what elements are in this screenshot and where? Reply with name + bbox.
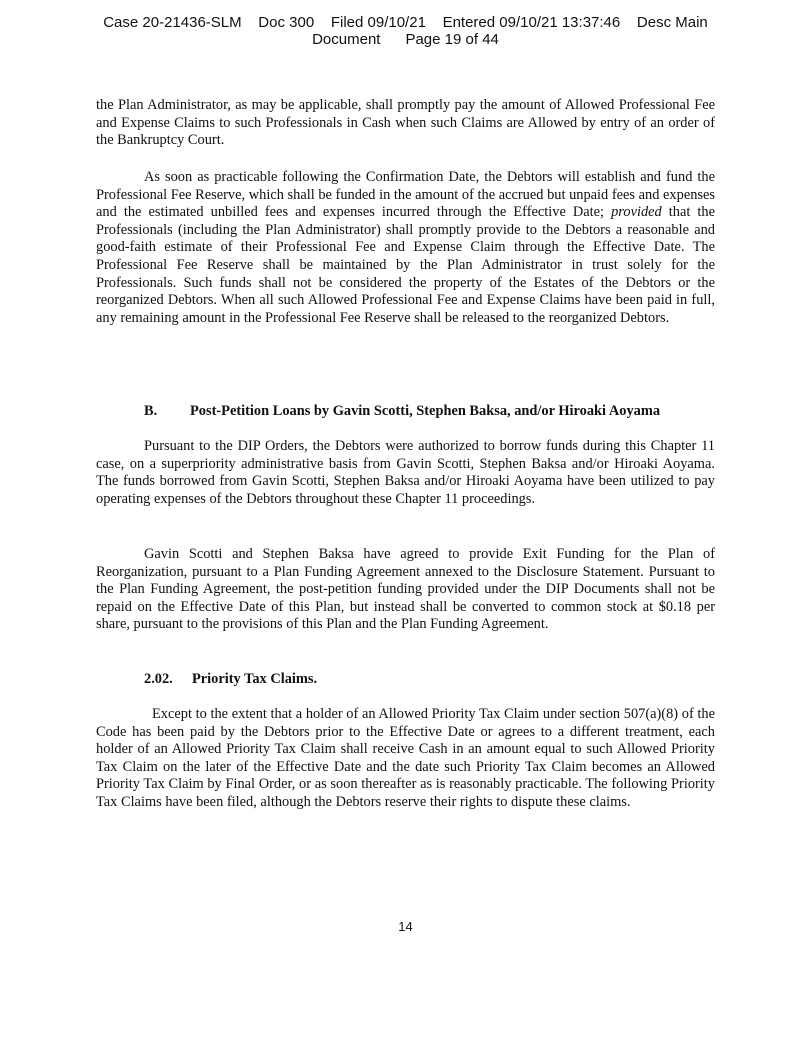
text-run: As soon as practicable following the Confirmation Date, the Debtors will establish and fund the Professional Fee Reserve, which shall be funded in the amount of the accrued but unpaid fees and expenses and the estimated unbilled fees and expenses incurred through the Effective Date;	[96, 169, 715, 221]
paragraph-text	[96, 169, 715, 327]
paragraph-fee-reserve	[96, 169, 715, 327]
paragraph-priority-tax-claims	[96, 706, 715, 812]
heading-line	[96, 403, 715, 421]
section-b-heading	[96, 403, 715, 421]
paragraph-fee-payment	[96, 97, 715, 150]
filing-header-line-1: Case 20-21436-SLM Doc 300 Filed 09/10/21 Entered 09/10/21 13:37:46 Desc Main	[103, 14, 708, 31]
paragraph-dip-orders	[96, 438, 715, 508]
filing-header-line-2: Document Page 19 of 44	[312, 31, 499, 48]
court-filing-header	[0, 14, 811, 48]
section-number: 2.02.	[144, 671, 173, 687]
section-title: Post-Petition Loans by Gavin Scotti, Stephen Baksa, and/or Hiroaki Aoyama	[190, 403, 661, 419]
paragraph-exit-funding	[96, 546, 715, 634]
section-number: B.	[144, 403, 158, 419]
section-title: Priority Tax Claims.	[192, 671, 318, 687]
italic-term: provided	[611, 204, 662, 221]
paragraph-text: Gavin Scotti and Stephen Baksa have agreed to provide Exit Funding for the Plan of Reorganization, pursuant to a Plan Funding Agreement annexed to the Disclosure Statement. Pursuant to the Plan Funding Agreement, the post-petition funding provided under the DIP Documents shall not be repaid on the Effective Date of this Plan, but instead shall be converted to common stock at $0.18 per share, pursuant to the provisions of this Plan and the Plan Funding Agreement.	[96, 546, 715, 633]
paragraph-text: Except to the extent that a holder of an Allowed Priority Tax Claim under section 507(a)(8) of the Code has been paid by the Debtors prior to the Effective Date or agrees to a different treatment, each holder of an Allowed Priority Tax Claim shall receive Cash in an amount equal to such Allowed Priority Tax Claim on the later of the Effective Date and the date such Priority Tax Claim becomes an Allowed Priority Tax Claim by Final Order, or as soon thereafter as is reasonably practicable. The following Priority Tax Claims have been filed, although the Debtors reserve their rights to dispute these claims.	[96, 706, 715, 810]
text-run: that the Professionals (including the Plan Administrator) shall promptly provide to the Debtors a reasonable and good-faith estimate of their Professional Fee and Expense Claim through the Effective Date. The Professional Fee Reserve shall be maintained by the Plan Administrator in trust solely for the Professionals. Such funds shall not be considered the property of the Estates of the Debtors or the reorganized Debtors. When all such Allowed Professional Fee and Expense Claims have been paid in full, any remaining amount in the Professional Fee Reserve shall be released to the reorganized Debtors.	[96, 204, 715, 326]
paragraph-text: Pursuant to the DIP Orders, the Debtors were authorized to borrow funds during this Chapter 11 case, on a superpriority administrative basis from Gavin Scotti, Stephen Baksa and/or Hiroaki Aoyama. The funds borrowed from Gavin Scotti, Stephen Baksa and/or Hiroaki Aoyama have been utilized to pay operating expenses of the Debtors throughout these Chapter 11 proceedings.	[96, 438, 715, 507]
heading-line	[96, 671, 715, 689]
paragraph-text: the Plan Administrator, as may be applicable, shall promptly pay the amount of Allowed Professional Fee and Expense Claims to such Professionals in Cash when such Claims are Allowed by entry of an order of the Bankruptcy Court.	[96, 97, 715, 149]
section-202-heading	[96, 671, 715, 689]
page-number: 14	[398, 919, 413, 934]
